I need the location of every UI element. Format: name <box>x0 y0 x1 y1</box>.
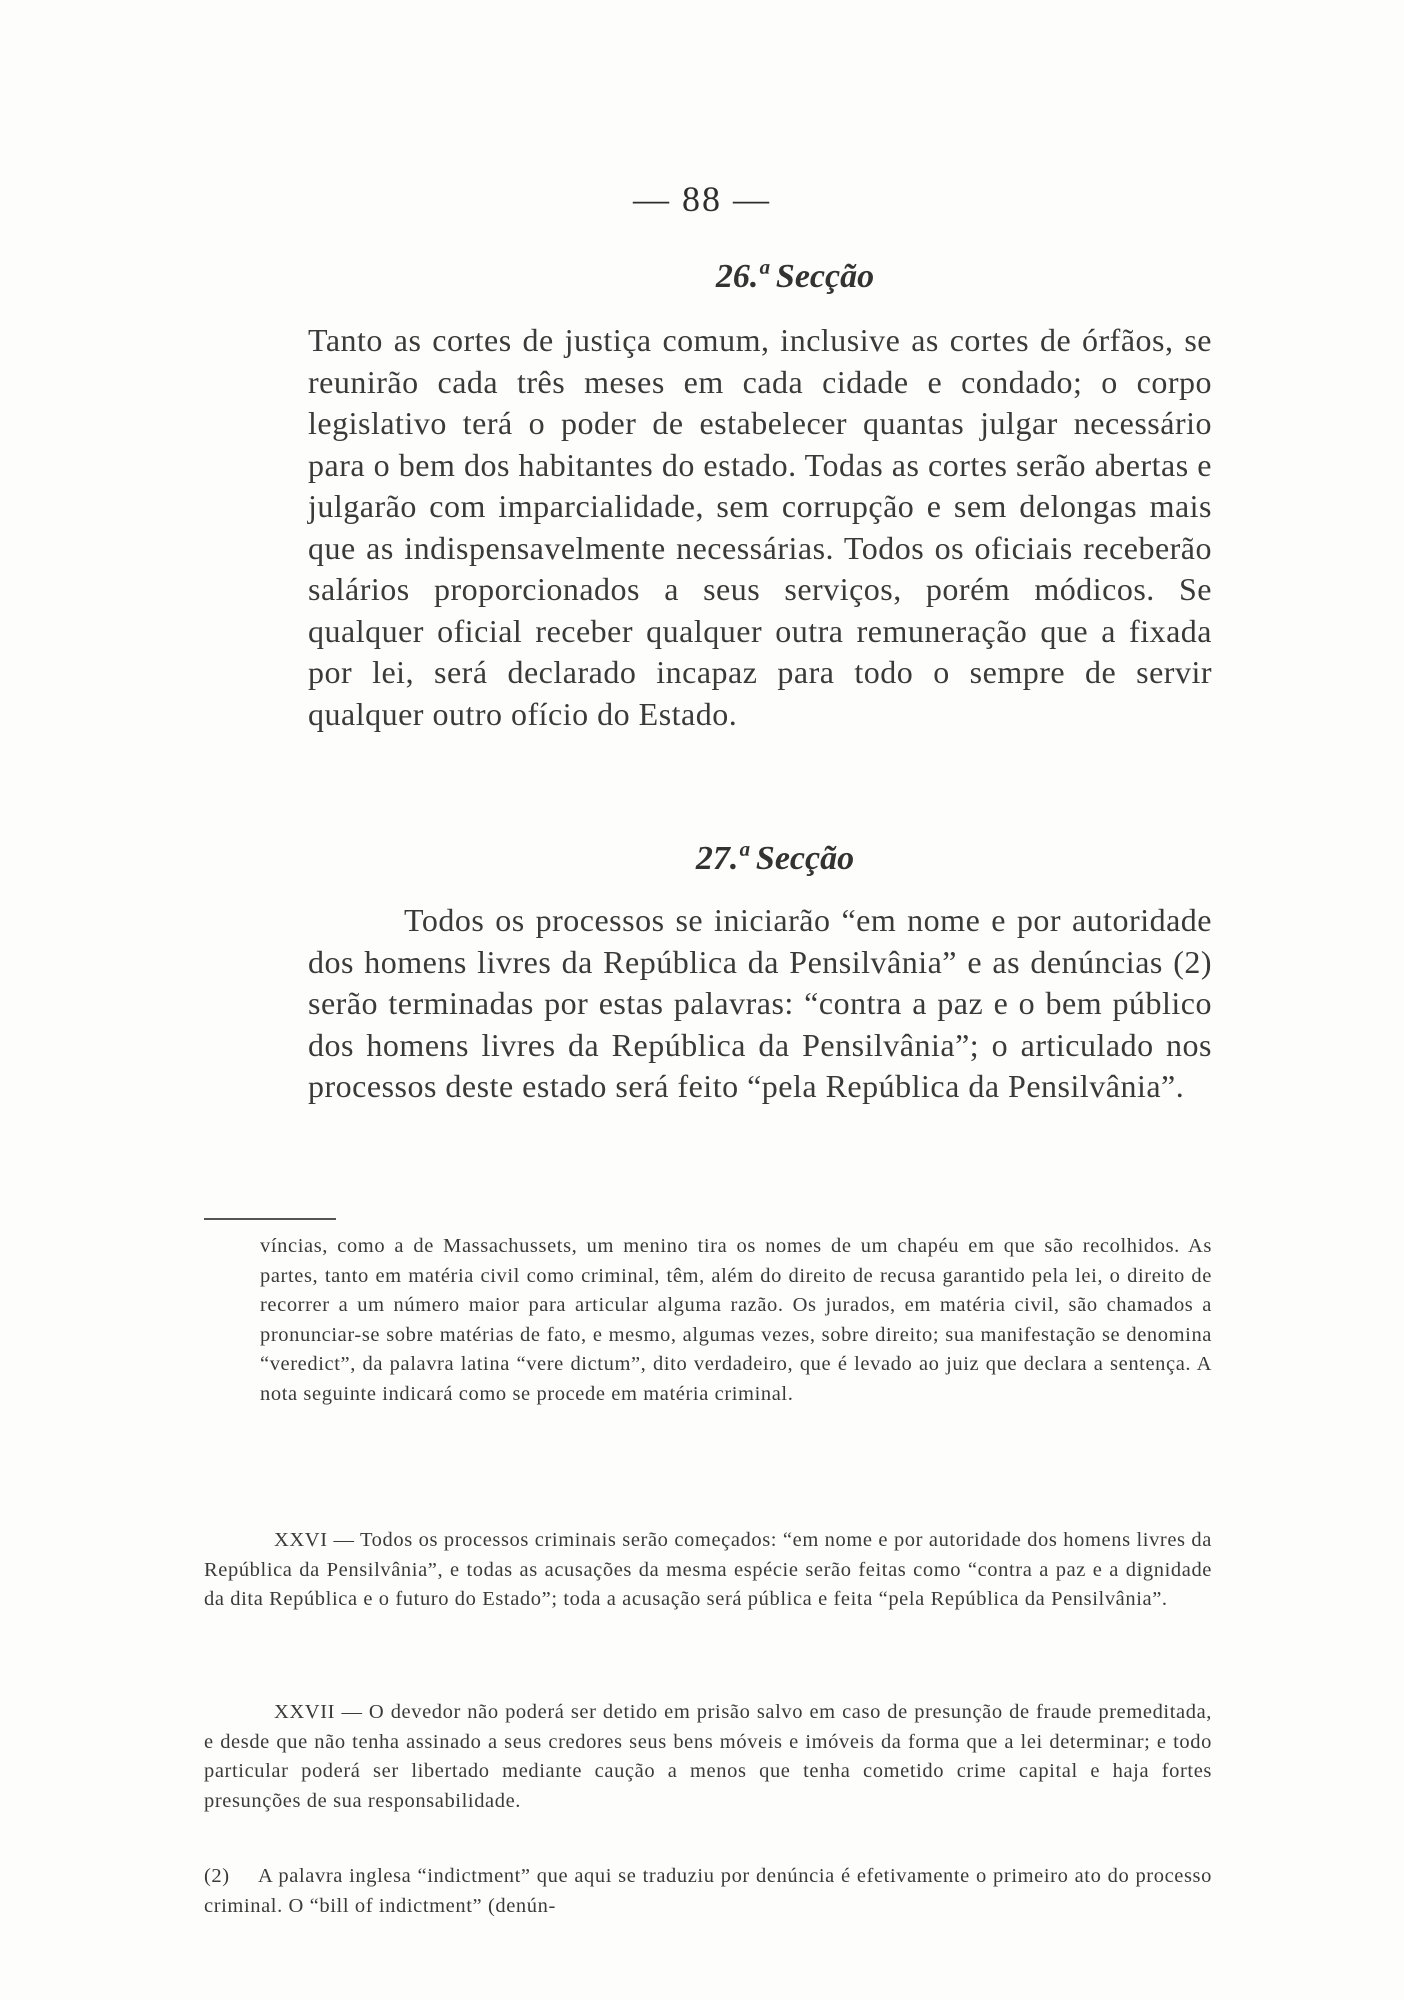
section-26-heading: 26.ª Secção <box>715 258 875 295</box>
section-27-heading: 27.ª Secção <box>695 840 855 877</box>
section-27-text: Todos os processos se iniciarão “em nome e por autoridade dos homens livres da República da Pensilvânia” e as denúncias (2) serão terminadas por estas palavras: “contra a paz e o bem público dos homens livres da República da Pensilvânia”; o articulado nos processos deste estado será feito “pela República da Pensilvânia”. <box>308 902 1212 1104</box>
footnote-divider <box>204 1218 336 1220</box>
page-number: — 88 — <box>633 179 771 219</box>
footnote-continuation: víncias, como a de Massachussets, um menino tira os nomes de um chapéu em que são recolhidos. As partes, tanto em matéria civil como criminal, têm, além do direito de recusa garantido pela lei, o direito de recorrer a um número maior para articular alguma razão. Os jurados, em matéria civil, são chamados a pronunciar-se sobre matérias de fato, e mesmo, algumas vezes, sobre direito; sua manifestação se denomina “veredict”, da palavra latina “vere dictum”, dito verdadeiro, que é levado ao juiz que declara a sentença. A nota seguinte indicará como se procede em matéria criminal. <box>260 1235 1212 1405</box>
footnote-xxvii: XXVII — O devedor não poderá ser detido em prisão salvo em caso de presunção de fraude premeditada, e desde que não tenha assinado a seus credores seus bens móveis e imóveis da forma que a lei determinar; e todo particular poderá ser libertado mediante caução a menos que tenha cometido crime capital e haja fortes presunções de sua responsabilidade. <box>204 1701 1212 1812</box>
footnote-xxvi: XXVI — Todos os processos criminais serão começados: “em nome e por autoridade dos homens livres da República da Pensilvânia”, e todas as acusações da mesma espécie serão feitas como “contra a paz e a dignidade da dita República e o futuro do Estado”; toda a acusação será pública e feita “pela República da Pensilvânia”. <box>204 1529 1212 1610</box>
footnote-2-text: A palavra inglesa “indictment” que aqui se traduziu por denúncia é efetivamente o primeiro ato do processo criminal. O “bill of indictment” (denún- <box>204 1865 1212 1917</box>
section-26-text: Tanto as cortes de justiça comum, inclusive as cortes de órfãos, se reunirão cada três meses em cada cidade e condado; o corpo legislativo terá o poder de estabelecer quantas julgar necessário para o bem dos habitantes do estado. Todas as cortes serão abertas e julgarão com imparcialidade, sem corrupção e sem delongas mais que as indispensavelmente necessárias. Todos os oficiais receberão salários proporcionados a seus serviços, porém módicos. Se qualquer oficial receber qualquer outra remuneração que a fixada por lei, será declarado incapaz para todo o sempre de servir qualquer outro ofício do Estado. <box>308 322 1212 732</box>
footnote-2 <box>204 1862 1212 1921</box>
footnote-2-label: (2) <box>204 1865 230 1887</box>
